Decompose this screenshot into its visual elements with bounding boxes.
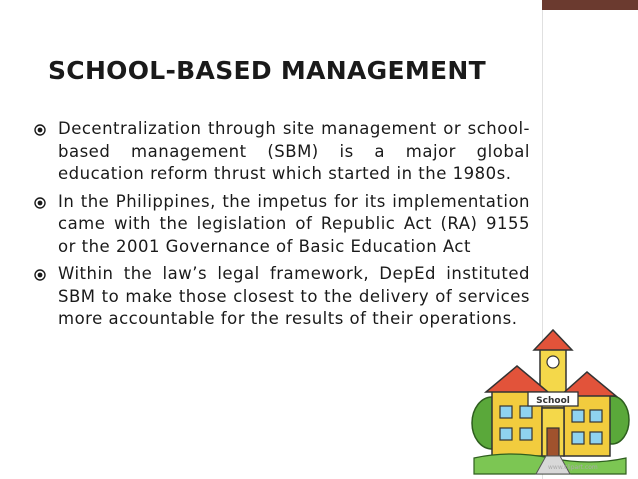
target-bullet-icon <box>34 197 46 209</box>
target-bullet-icon <box>34 124 46 136</box>
bullet-item <box>34 263 530 331</box>
illustration-credit: www.clipart.com <box>548 464 598 471</box>
bullet-text: Within the law’s legal framework, DepEd instituted SBM to make those closest to the delivery of services more accountable for the results of their operations. <box>58 264 530 328</box>
bullet-item <box>34 118 530 186</box>
bullet-item <box>34 191 530 259</box>
school-sign-text: School <box>536 396 570 406</box>
target-bullet-icon <box>34 269 46 281</box>
bullet-list <box>34 118 530 336</box>
bullet-text: In the Philippines, the impetus for its implementation came with the legislation of Republic Act (RA) 9155 or the 2001 Governance of Basic Education Act <box>58 191 530 256</box>
school-building-illustration <box>470 328 630 478</box>
slide-title: SCHOOL-BASED MANAGEMENT <box>48 56 486 85</box>
bullet-text: Decentralization through site management or school-based management (SBM) is a major global education reform thrust which started in the 1980s. <box>58 119 530 183</box>
accent-stripe <box>542 0 638 10</box>
